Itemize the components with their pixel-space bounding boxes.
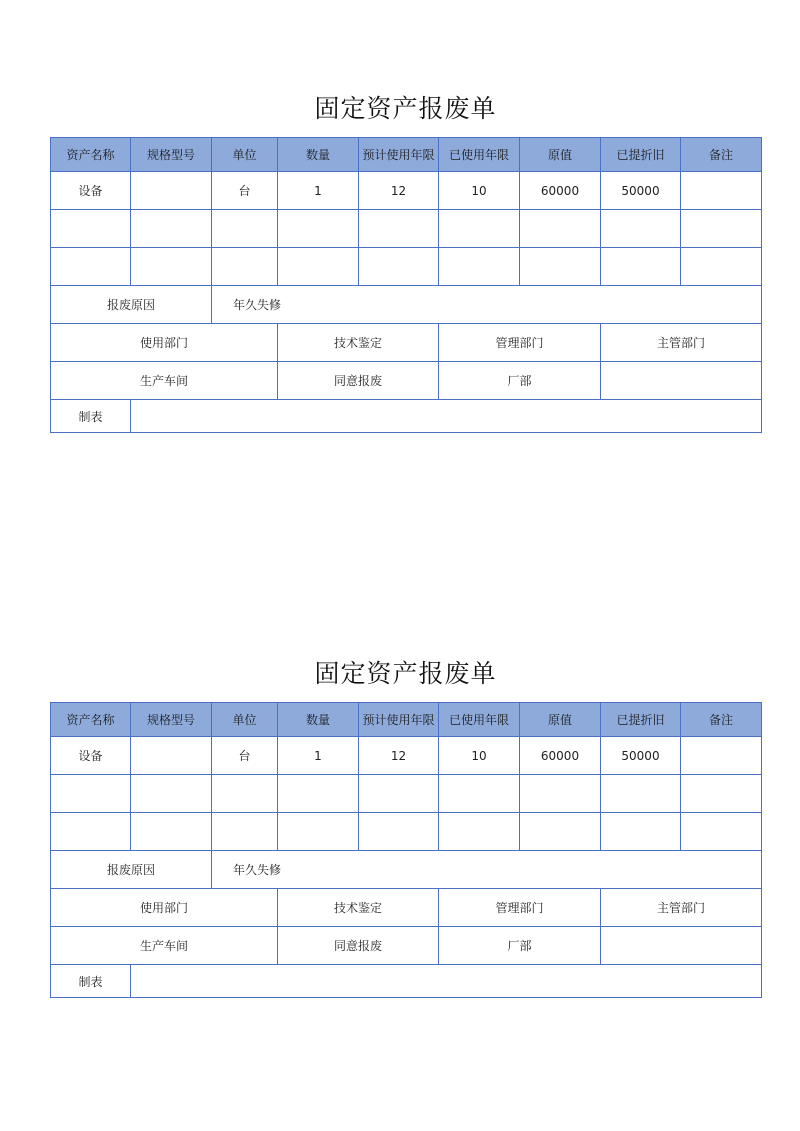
table-cell[interactable]: 12: [359, 737, 439, 775]
approval-value-row: [51, 927, 762, 965]
header-row: [51, 138, 762, 172]
table-cell[interactable]: [601, 248, 681, 286]
approval-value-cell[interactable]: 厂部: [439, 362, 601, 400]
approval-value-cell[interactable]: 生产车间: [51, 362, 278, 400]
table-cell[interactable]: 10: [439, 737, 520, 775]
header-cell: 资产名称: [51, 138, 131, 172]
reason-label: 报废原因: [51, 851, 212, 889]
table-cell[interactable]: 设备: [51, 172, 131, 210]
table-cell[interactable]: [681, 737, 762, 775]
table-cell[interactable]: [131, 210, 212, 248]
approval-header-cell: 主管部门: [601, 889, 762, 927]
approval-value-cell[interactable]: 同意报废: [278, 927, 439, 965]
maker-value[interactable]: [131, 965, 762, 998]
approval-header-row: [51, 889, 762, 927]
reason-row: [51, 286, 762, 324]
table-cell[interactable]: [520, 813, 601, 851]
table-cell[interactable]: [439, 813, 520, 851]
table-cell[interactable]: 台: [212, 737, 278, 775]
table-cell[interactable]: [520, 248, 601, 286]
header-cell: 已提折旧: [601, 703, 681, 737]
approval-header-cell: 管理部门: [439, 324, 601, 362]
header-cell: 原值: [520, 138, 601, 172]
table-row: [51, 813, 762, 851]
table-row: [51, 737, 762, 775]
table-cell[interactable]: 设备: [51, 737, 131, 775]
table-cell[interactable]: [278, 248, 359, 286]
approval-header-row: [51, 324, 762, 362]
table-cell[interactable]: [601, 210, 681, 248]
maker-label: 制表: [51, 400, 131, 433]
table-cell[interactable]: [131, 248, 212, 286]
approval-value-cell[interactable]: [601, 927, 762, 965]
approval-value-cell[interactable]: 厂部: [439, 927, 601, 965]
table-cell[interactable]: [51, 775, 131, 813]
table-cell[interactable]: [278, 775, 359, 813]
header-row: [51, 703, 762, 737]
approval-value-row: [51, 362, 762, 400]
header-cell: 数量: [278, 138, 359, 172]
maker-row: [51, 965, 762, 998]
table-cell[interactable]: [520, 210, 601, 248]
header-cell: 规格型号: [131, 703, 212, 737]
table-cell[interactable]: [520, 775, 601, 813]
table-cell[interactable]: 60000: [520, 737, 601, 775]
header-cell: 备注: [681, 138, 762, 172]
header-cell: 已提折旧: [601, 138, 681, 172]
approval-header-cell: 使用部门: [51, 889, 278, 927]
form-title: 固定资产报废单: [314, 659, 497, 688]
table-cell[interactable]: 1: [278, 737, 359, 775]
header-cell: 原值: [520, 703, 601, 737]
approval-value-cell[interactable]: 同意报废: [278, 362, 439, 400]
approval-header-cell: 主管部门: [601, 324, 762, 362]
table-cell[interactable]: [131, 172, 212, 210]
table-cell[interactable]: 10: [439, 172, 520, 210]
header-cell: 已使用年限: [439, 138, 520, 172]
scrap-table: [50, 702, 762, 998]
table-cell[interactable]: [681, 172, 762, 210]
header-cell: 已使用年限: [439, 703, 520, 737]
approval-header-cell: 技术鉴定: [278, 889, 439, 927]
approval-header-cell: 管理部门: [439, 889, 601, 927]
reason-label: 报废原因: [51, 286, 212, 324]
reason-value[interactable]: 年久失修: [212, 851, 762, 889]
table-row: [51, 210, 762, 248]
table-cell[interactable]: [278, 813, 359, 851]
header-cell: 单位: [212, 703, 278, 737]
table-cell[interactable]: [51, 248, 131, 286]
header-cell: 预计使用年限: [359, 703, 439, 737]
table-cell[interactable]: [131, 813, 212, 851]
reason-row: [51, 851, 762, 889]
table-cell[interactable]: [359, 813, 439, 851]
header-cell: 资产名称: [51, 703, 131, 737]
table-cell[interactable]: [212, 210, 278, 248]
table-row: [51, 775, 762, 813]
table-row: [51, 172, 762, 210]
table-cell[interactable]: 60000: [520, 172, 601, 210]
table-cell[interactable]: [131, 737, 212, 775]
table-cell[interactable]: [212, 775, 278, 813]
reason-value[interactable]: 年久失修: [212, 286, 762, 324]
table-cell[interactable]: [278, 210, 359, 248]
table-cell[interactable]: [439, 210, 520, 248]
table-cell[interactable]: 12: [359, 172, 439, 210]
table-cell[interactable]: 台: [212, 172, 278, 210]
approval-header-cell: 使用部门: [51, 324, 278, 362]
table-cell[interactable]: [439, 775, 520, 813]
table-cell[interactable]: [212, 813, 278, 851]
table-row: [51, 248, 762, 286]
table-cell[interactable]: [601, 813, 681, 851]
table-cell[interactable]: 50000: [601, 172, 681, 210]
header-cell: 数量: [278, 703, 359, 737]
scrap-table: [50, 137, 762, 433]
maker-value[interactable]: [131, 400, 762, 433]
table-cell[interactable]: [681, 813, 762, 851]
table-cell[interactable]: [601, 775, 681, 813]
table-cell[interactable]: [131, 775, 212, 813]
approval-value-cell[interactable]: [601, 362, 762, 400]
table-cell[interactable]: [359, 248, 439, 286]
table-cell[interactable]: 50000: [601, 737, 681, 775]
table-cell[interactable]: [51, 210, 131, 248]
approval-header-cell: 技术鉴定: [278, 324, 439, 362]
table-cell[interactable]: [359, 210, 439, 248]
table-cell[interactable]: [681, 248, 762, 286]
table-cell[interactable]: [51, 813, 131, 851]
form-title: 固定资产报废单: [314, 94, 497, 123]
table-cell[interactable]: [212, 248, 278, 286]
table-cell[interactable]: [359, 775, 439, 813]
header-cell: 规格型号: [131, 138, 212, 172]
maker-row: [51, 400, 762, 433]
approval-value-cell[interactable]: 生产车间: [51, 927, 278, 965]
maker-label: 制表: [51, 965, 131, 998]
table-cell[interactable]: 1: [278, 172, 359, 210]
header-cell: 单位: [212, 138, 278, 172]
header-cell: 预计使用年限: [359, 138, 439, 172]
table-cell[interactable]: [439, 248, 520, 286]
header-cell: 备注: [681, 703, 762, 737]
table-cell[interactable]: [681, 775, 762, 813]
table-cell[interactable]: [681, 210, 762, 248]
